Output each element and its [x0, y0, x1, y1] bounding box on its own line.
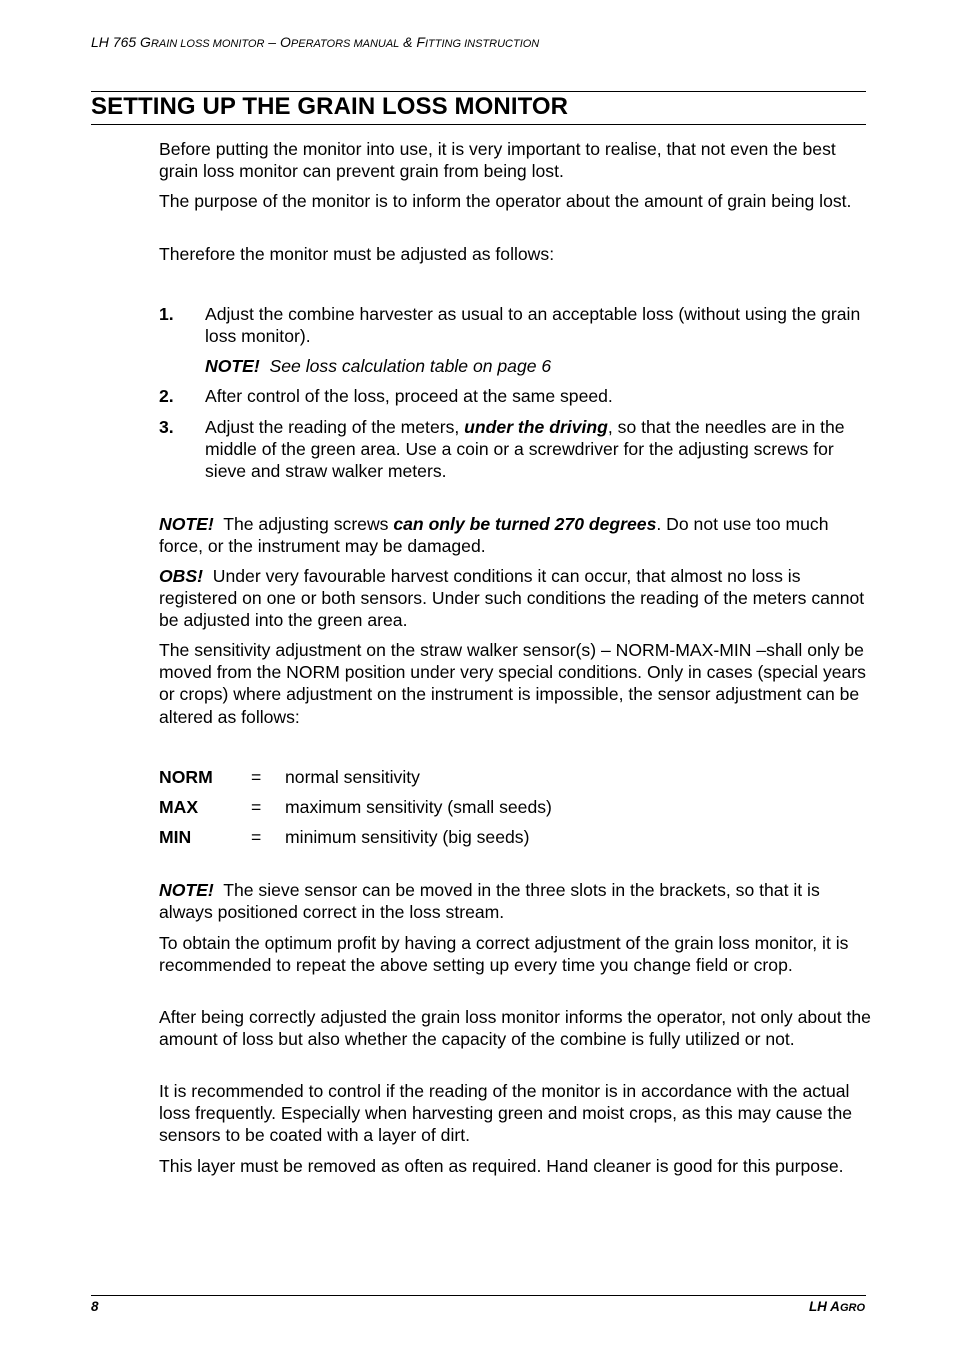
- emphasis: under the driving: [464, 417, 608, 437]
- intro-paragraph: Therefore the monitor must be adjusted as follows:: [159, 244, 555, 264]
- header-part: F: [416, 34, 425, 50]
- list-number: 1.: [159, 304, 174, 324]
- note-label: NOTE!: [159, 880, 214, 900]
- list-text-part: Adjust the reading of the meters,: [205, 417, 465, 437]
- running-header: [91, 34, 539, 50]
- note-paragraph: [159, 513, 871, 557]
- list-number: 3.: [159, 417, 174, 437]
- intro-paragraph: The purpose of the monitor is to inform the operator about the amount of grain being lost.: [159, 191, 852, 211]
- header-part: RAIN LOSS MONITOR: [150, 38, 265, 50]
- obs-text: Under very favourable harvest conditions it can occur, that almost no loss is registered on one or both sensors. Under such conditions the reading of the meters cannot be adjusted into the green area.: [159, 566, 865, 631]
- definition-key: NORM: [159, 767, 213, 787]
- definition-equals: =: [251, 767, 262, 787]
- header-part: &: [399, 34, 417, 50]
- page-number: 8: [91, 1299, 99, 1314]
- footer-brand: [809, 1299, 865, 1314]
- note-paragraph: [159, 879, 871, 923]
- definition-equals: =: [251, 827, 262, 847]
- closing-paragraph: After being correctly adjusted the grain loss monitor informs the operator, not only about the amount of loss but also whether the capacity of the combine is fully utilized or not.: [159, 1007, 871, 1050]
- note-text: The adjusting screws: [223, 514, 394, 534]
- brand-part: LH A: [808, 1299, 840, 1314]
- header-part: G: [140, 34, 151, 50]
- sensitivity-paragraph: The sensitivity adjustment on the straw walker sensor(s) – NORM-MAX-MIN –shall only be moved from the NORM position under very special conditions. Only in cases (special years or crops) where adjustment on the instrument is impossible, the sensor adjustment can be altered as follows:: [159, 640, 866, 727]
- header-part: –: [264, 34, 280, 50]
- definition-value: maximum sensitivity (small seeds): [285, 797, 552, 817]
- note-label: NOTE!: [159, 514, 214, 534]
- header-part: PERATORS MANUAL: [290, 38, 400, 50]
- closing-paragraph: It is recommended to control if the reading of the monitor is in accordance with the actual loss frequently. Especially when harvesting green and moist crops, as this may cause the sensors to be coated with a layer of dirt.: [159, 1081, 853, 1146]
- title-top-rule: [91, 91, 866, 92]
- list-text-part: , so that the needles are in the middle of the green area. Use a coin or a screwdriver for the adjusting screws for sieve and straw walker meters.: [205, 417, 845, 482]
- list-text: After control of the loss, proceed at the same speed.: [205, 386, 613, 406]
- list-text: Adjust the combine harvester as usual to an acceptable loss (without using the grain loss monitor).: [205, 304, 861, 347]
- closing-paragraph: To obtain the optimum profit by having a correct adjustment of the grain loss monitor, it is recommended to repeat the above setting up every time you change field or crop.: [159, 933, 849, 976]
- definition-value: minimum sensitivity (big seeds): [285, 827, 530, 847]
- header-model: LH 765: [91, 34, 141, 50]
- section-title: SETTING UP THE GRAIN LOSS MONITOR: [91, 93, 569, 120]
- footer-rule: [91, 1295, 866, 1296]
- header-part: ITTING INSTRUCTION: [424, 38, 540, 50]
- brand-part: GRO: [839, 1302, 865, 1314]
- note-text: The sieve sensor can be moved in the three slots in the brackets, so that it is always positioned correct in the loss stream.: [159, 880, 820, 923]
- intro-paragraph: Before putting the monitor into use, it is very important to realise, that not even the best grain loss monitor can prevent grain from being lost.: [159, 139, 836, 182]
- note-text: . Do not use too much force, or the instrument may be damaged.: [159, 514, 829, 557]
- header-part: O: [280, 34, 291, 50]
- definition-key: MIN: [159, 827, 192, 847]
- obs-label: OBS!: [159, 566, 203, 586]
- note-label: NOTE!: [205, 356, 260, 376]
- definition-value: normal sensitivity: [285, 767, 420, 787]
- obs-paragraph: [159, 565, 871, 632]
- definition-key: MAX: [159, 797, 199, 817]
- note-text: See loss calculation table on page 6: [269, 356, 552, 376]
- title-bottom-rule: [91, 124, 866, 125]
- list-text: [205, 416, 871, 483]
- closing-paragraph: This layer must be removed as often as required. Hand cleaner is good for this purpose.: [159, 1156, 844, 1176]
- definition-equals: =: [251, 797, 262, 817]
- emphasis: can only be turned 270 degrees: [393, 514, 657, 534]
- list-number: 2.: [159, 386, 174, 406]
